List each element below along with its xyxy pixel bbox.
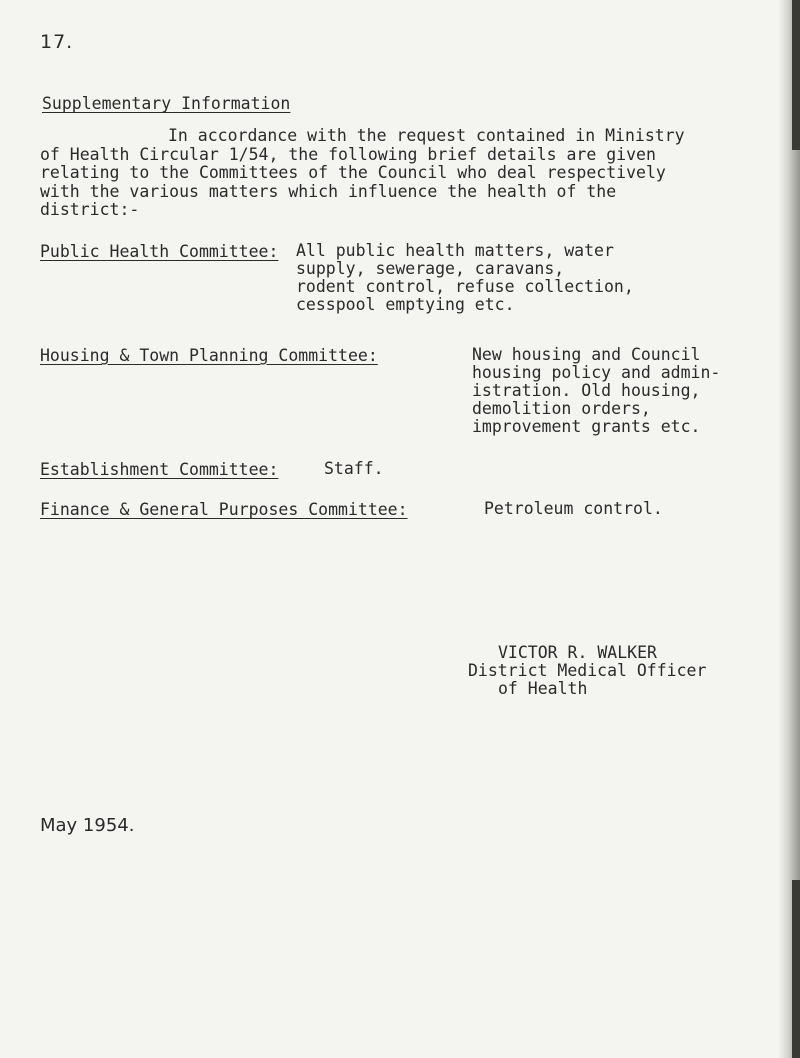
committee-label-establishment: Establishment Committee: — [40, 460, 279, 479]
committee-detail-public-health — [296, 242, 634, 314]
intro-line: of Health Circular 1/54, the following brief details are given — [40, 144, 656, 164]
page-edge-dark-bottom — [792, 880, 800, 1058]
detail-line: Petroleum control. — [484, 499, 663, 518]
intro-line: In accordance with the request contained in Ministry — [168, 126, 685, 145]
committee-label-public-health: Public Health Committee: — [40, 242, 279, 261]
section-heading: Supplementary Information — [42, 94, 291, 113]
detail-line: supply, sewerage, caravans, — [296, 259, 565, 278]
signatory-name: VICTOR R. WALKER — [498, 643, 657, 662]
committee-label-housing: Housing & Town Planning Committee: — [40, 346, 378, 365]
signature-block — [468, 644, 706, 698]
signatory-title: District Medical Officer — [468, 661, 707, 680]
page-number: 17. — [40, 31, 74, 53]
document-date: May 1954. — [40, 815, 135, 836]
detail-line: istration. Old housing, — [472, 381, 701, 400]
detail-line: demolition orders, — [472, 399, 651, 418]
detail-line: Staff. — [324, 459, 384, 478]
detail-line: improvement grants etc. — [472, 417, 701, 436]
intro-line: with the various matters which influence the health of the — [40, 181, 617, 201]
committee-detail-finance — [484, 500, 663, 518]
detail-line: cesspool emptying etc. — [296, 295, 515, 314]
signatory-title-continued: of Health — [498, 679, 588, 698]
intro-paragraph — [40, 127, 770, 220]
committee-label-finance: Finance & General Purposes Committee: — [40, 500, 408, 519]
detail-line: housing policy and admin- — [472, 363, 721, 382]
detail-line: New housing and Council — [472, 345, 701, 364]
intro-line: district:- — [40, 200, 140, 219]
detail-line: rodent control, refuse collection, — [296, 277, 634, 296]
intro-line: relating to the Committees of the Council who deal respectively — [40, 163, 666, 182]
detail-line: All public health matters, water — [296, 241, 614, 260]
page-edge-dark-top — [792, 0, 800, 150]
committee-detail-housing — [472, 346, 720, 436]
committee-detail-establishment — [324, 460, 384, 478]
